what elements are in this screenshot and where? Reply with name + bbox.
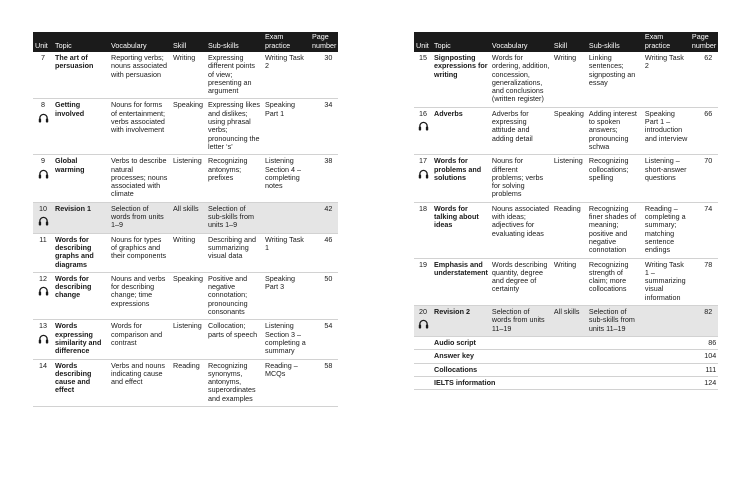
index-spacer <box>414 350 432 363</box>
contents-table-right <box>414 32 718 390</box>
cell-page: 70 <box>690 155 718 202</box>
table-row <box>33 233 338 272</box>
cell-exam: Writing Task 1 <box>263 233 310 272</box>
index-label: Audio script <box>432 336 690 349</box>
cell-topic: Revision 1 <box>53 202 109 233</box>
col-subskills: Sub-skills <box>206 32 263 52</box>
cell-vocabulary: Nouns associated with ideas; adjectives for evaluating ideas <box>490 202 552 258</box>
header-row <box>414 32 718 52</box>
cell-page: 50 <box>310 272 338 319</box>
cell-vocabulary: Adverbs for expressing attitude and adding detail <box>490 107 552 154</box>
cell-exam: Speaking Part 1 <box>263 99 310 155</box>
col-exam: Exam practice <box>643 32 690 52</box>
cell-subskills: Expressing likes and dislikes; using phrasal verbs; pronouncing the letter ‘s’ <box>206 99 263 155</box>
cell-vocabulary: Nouns for forms of entertainment; verbs associated with involvement <box>109 99 171 155</box>
cell-vocabulary: Verbs and nouns indicating cause and effect <box>109 359 171 406</box>
unit-number: 7 <box>41 53 45 62</box>
cell-skill: Listening <box>552 155 587 202</box>
cell-subskills: Positive and negative connotation; pronouncing consonants <box>206 272 263 319</box>
cell-unit <box>33 99 53 155</box>
cell-unit <box>414 155 432 202</box>
index-spacer <box>414 376 432 389</box>
index-label: Answer key <box>432 350 690 363</box>
headphones-icon <box>38 286 49 296</box>
unit-number: 9 <box>41 156 45 166</box>
unit-number: 19 <box>419 259 427 269</box>
cell-topic: Signposting expressions for writing <box>432 52 490 107</box>
cell-vocabulary: Reporting verbs; nouns associated with persuasion <box>109 52 171 99</box>
cell-topic: Words describing cause and effect <box>53 359 109 406</box>
col-vocabulary: Vocabulary <box>109 32 171 52</box>
cell-page: 38 <box>310 155 338 202</box>
table-row <box>33 99 338 155</box>
cell-subskills: Describing and summarizing visual data <box>206 233 263 272</box>
cell-unit <box>414 202 432 258</box>
cell-exam: Writing Task 2 <box>643 52 690 107</box>
col-skill: Skill <box>552 32 587 52</box>
index-row <box>414 350 718 363</box>
cell-subskills: Recognizing antonyms; prefixes <box>206 155 263 202</box>
contents-table-left <box>33 32 338 407</box>
index-spacer <box>414 336 432 349</box>
cell-subskills: Recognizing collocations; spelling <box>587 155 643 202</box>
cell-unit <box>33 233 53 272</box>
cell-unit <box>33 155 53 202</box>
headphones-icon <box>38 334 49 344</box>
cell-topic: Adverbs <box>432 107 490 154</box>
cell-topic: Words for describing graphs and diagrams <box>53 233 109 272</box>
cell-subskills: Recognizing finer shades of meaning; positive and negative connotation <box>587 202 643 258</box>
cell-page: 30 <box>310 52 338 99</box>
cell-skill: Writing <box>552 258 587 305</box>
cell-topic: The art of persuasion <box>53 52 109 99</box>
cell-topic: Words for describing change <box>53 272 109 319</box>
cell-topic: Revision 2 <box>432 306 490 337</box>
cell-page: 74 <box>690 202 718 258</box>
table-row <box>33 155 338 202</box>
cell-unit <box>33 52 53 99</box>
index-page: 124 <box>690 376 718 389</box>
unit-number: 10 <box>39 203 47 213</box>
cell-page: 54 <box>310 320 338 359</box>
cell-topic: Words for talking about ideas <box>432 202 490 258</box>
index-row <box>414 336 718 349</box>
cell-subskills: Selection of sub-skills from units 11–19 <box>587 306 643 337</box>
unit-number: 18 <box>419 203 427 213</box>
cell-page: 46 <box>310 233 338 272</box>
col-topic: Topic <box>432 32 490 52</box>
cell-unit <box>414 107 432 154</box>
cell-subskills: Recognizing synonyms, antonyms, superordinates and examples <box>206 359 263 406</box>
cell-skill: Reading <box>171 359 206 406</box>
cell-skill: Writing <box>171 52 206 99</box>
unit-number: 11 <box>39 234 47 244</box>
cell-topic: Getting involved <box>53 99 109 155</box>
unit-number: 8 <box>41 100 45 110</box>
headphones-icon <box>418 121 429 131</box>
cell-exam: Reading – MCQs <box>263 359 310 406</box>
cell-vocabulary: Verbs to describe natural processes; nouns associated with climate <box>109 155 171 202</box>
index-row <box>414 376 718 389</box>
cell-vocabulary: Words for ordering, addition, concession, generalizations, and conclusions (written register) <box>490 52 552 107</box>
cell-topic: Global warming <box>53 155 109 202</box>
headphones-icon <box>418 319 429 329</box>
cell-skill: Writing <box>171 233 206 272</box>
cell-exam: Speaking Part 1 – introduction and interview <box>643 107 690 154</box>
cell-unit <box>414 306 432 337</box>
cell-skill: Listening <box>171 320 206 359</box>
table-row <box>33 272 338 319</box>
table-row <box>414 107 718 154</box>
table-row <box>33 52 338 99</box>
cell-page: 42 <box>310 202 338 233</box>
cell-vocabulary: Selection of words from units 1–9 <box>109 202 171 233</box>
unit-number: 17 <box>419 156 427 166</box>
index-row <box>414 363 718 376</box>
index-spacer <box>414 363 432 376</box>
table-row <box>33 202 338 233</box>
index-label: Collocations <box>432 363 690 376</box>
cell-vocabulary: Words for comparison and contrast <box>109 320 171 359</box>
cell-subskills: Expressing different points of view; presenting an argument <box>206 52 263 99</box>
index-page: 104 <box>690 350 718 363</box>
headphones-icon <box>38 169 49 179</box>
cell-vocabulary: Selection of words from units 11–19 <box>490 306 552 337</box>
cell-subskills: Selection of sub-skills from units 1–9 <box>206 202 263 233</box>
cell-skill: Speaking <box>171 99 206 155</box>
cell-skill: Reading <box>552 202 587 258</box>
col-page: Page number <box>690 32 718 52</box>
cell-skill: Listening <box>171 155 206 202</box>
cell-skill: Writing <box>552 52 587 107</box>
table-row <box>414 202 718 258</box>
col-unit: Unit <box>33 32 53 52</box>
cell-exam: Speaking Part 3 <box>263 272 310 319</box>
cell-exam: Writing Task 2 <box>263 52 310 99</box>
col-subskills: Sub-skills <box>587 32 643 52</box>
cell-exam: Listening – short-answer questions <box>643 155 690 202</box>
unit-number: 20 <box>419 307 427 317</box>
cell-exam: Writing Task 1 – summarizing visual information <box>643 258 690 305</box>
table-row <box>414 52 718 107</box>
cell-topic: Words for problems and solutions <box>432 155 490 202</box>
table-row <box>414 258 718 305</box>
col-unit: Unit <box>414 32 432 52</box>
cell-exam <box>263 202 310 233</box>
cell-vocabulary: Nouns for types of graphics and their components <box>109 233 171 272</box>
cell-unit <box>33 320 53 359</box>
cell-page: 82 <box>690 306 718 337</box>
cell-topic: Words expressing similarity and difference <box>53 320 109 359</box>
col-skill: Skill <box>171 32 206 52</box>
headphones-icon <box>38 216 49 226</box>
index-page: 111 <box>690 363 718 376</box>
col-topic: Topic <box>53 32 109 52</box>
cell-subskills: Recognizing strength of claim; more collocations <box>587 258 643 305</box>
cell-page: 34 <box>310 99 338 155</box>
table-row <box>414 306 718 337</box>
cell-vocabulary: Nouns and verbs for describing change; time expressions <box>109 272 171 319</box>
col-exam: Exam practice <box>263 32 310 52</box>
col-vocabulary: Vocabulary <box>490 32 552 52</box>
cell-unit <box>414 258 432 305</box>
unit-number: 15 <box>419 53 427 62</box>
cell-subskills: Collocation; parts of speech <box>206 320 263 359</box>
cell-skill: All skills <box>171 202 206 233</box>
cell-exam <box>643 306 690 337</box>
cell-exam: Listening Section 3 – completing a summary <box>263 320 310 359</box>
cell-subskills: Linking sentences; signposting an essay <box>587 52 643 107</box>
cell-subskills: Adding interest to spoken answers; pronouncing schwa <box>587 107 643 154</box>
cell-vocabulary: Nouns for different problems; verbs for solving problems <box>490 155 552 202</box>
unit-number: 12 <box>39 273 47 283</box>
unit-number: 13 <box>39 321 47 331</box>
table-row <box>33 320 338 359</box>
cell-page: 78 <box>690 258 718 305</box>
index-page: 86 <box>690 336 718 349</box>
cell-unit <box>33 272 53 319</box>
header-row <box>33 32 338 52</box>
unit-number: 14 <box>39 360 47 370</box>
cell-skill: Speaking <box>171 272 206 319</box>
cell-page: 58 <box>310 359 338 406</box>
cell-unit <box>414 52 432 107</box>
headphones-icon <box>38 113 49 123</box>
table-row <box>33 359 338 406</box>
cell-exam: Reading – completing a summary; matching sentence endings <box>643 202 690 258</box>
cell-exam: Listening Section 4 – completing notes <box>263 155 310 202</box>
cell-skill: All skills <box>552 306 587 337</box>
cell-page: 62 <box>690 52 718 107</box>
headphones-icon <box>418 169 429 179</box>
cell-vocabulary: Words describing quantity, degree and degree of certainty <box>490 258 552 305</box>
cell-unit <box>33 359 53 406</box>
cell-topic: Emphasis and understatement <box>432 258 490 305</box>
cell-unit <box>33 202 53 233</box>
index-label: IELTS information <box>432 376 690 389</box>
table-row <box>414 155 718 202</box>
cell-page: 66 <box>690 107 718 154</box>
col-page: Page number <box>310 32 338 52</box>
cell-skill: Speaking <box>552 107 587 154</box>
unit-number: 16 <box>419 108 427 118</box>
